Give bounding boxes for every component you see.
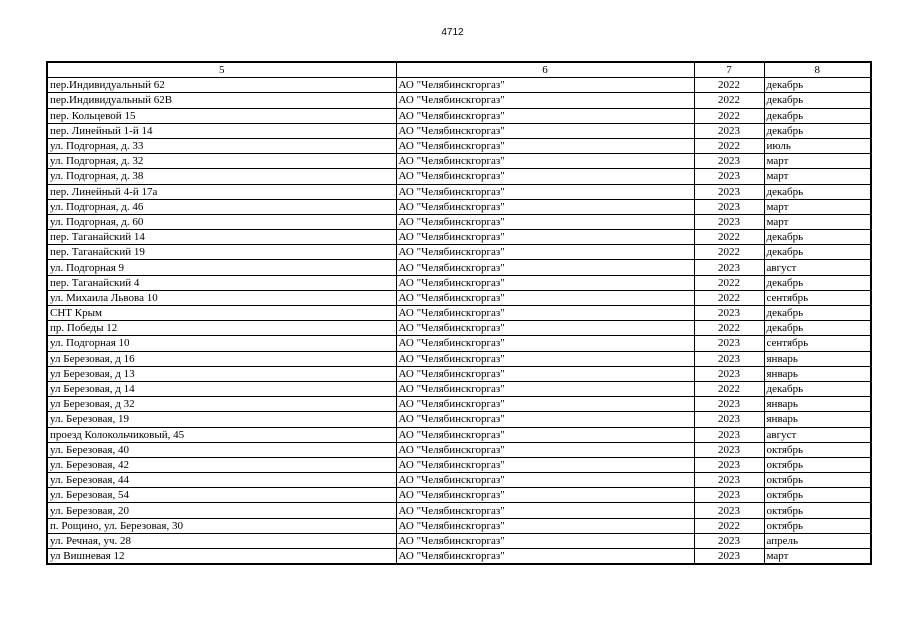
data-table <box>46 61 872 565</box>
year-cell: 2022 <box>694 381 764 396</box>
organization-cell: АО "Челябинскгоргаз" <box>396 412 694 427</box>
address-cell: ул Березовая, д 16 <box>47 351 396 366</box>
year-cell: 2023 <box>694 214 764 229</box>
organization-cell: АО "Челябинскгоргаз" <box>396 290 694 305</box>
month-cell: октябрь <box>764 442 871 457</box>
year-cell: 2023 <box>694 397 764 412</box>
year-cell: 2023 <box>694 260 764 275</box>
table-row <box>47 290 871 305</box>
address-cell: ул. Березовая, 44 <box>47 473 396 488</box>
address-cell: ул. Подгорная, д. 60 <box>47 214 396 229</box>
month-cell: март <box>764 214 871 229</box>
month-cell: декабрь <box>764 321 871 336</box>
organization-cell: АО "Челябинскгоргаз" <box>396 245 694 260</box>
address-cell: ул. Подгорная 10 <box>47 336 396 351</box>
address-cell: ул. Березовая, 19 <box>47 412 396 427</box>
organization-cell: АО "Челябинскгоргаз" <box>396 503 694 518</box>
table-row <box>47 214 871 229</box>
year-cell: 2022 <box>694 518 764 533</box>
organization-cell: АО "Челябинскгоргаз" <box>396 138 694 153</box>
year-cell: 2022 <box>694 290 764 305</box>
year-cell: 2022 <box>694 275 764 290</box>
year-cell: 2023 <box>694 169 764 184</box>
month-cell: январь <box>764 397 871 412</box>
table-header-row <box>47 62 871 78</box>
table-row <box>47 275 871 290</box>
table-row <box>47 518 871 533</box>
year-cell: 2023 <box>694 154 764 169</box>
organization-cell: АО "Челябинскгоргаз" <box>396 306 694 321</box>
year-cell: 2023 <box>694 549 764 565</box>
table-row <box>47 503 871 518</box>
page-number: 4712 <box>441 27 464 38</box>
address-cell: ул Березовая, д 14 <box>47 381 396 396</box>
month-cell: январь <box>764 412 871 427</box>
year-cell: 2022 <box>694 245 764 260</box>
table-row <box>47 108 871 123</box>
organization-cell: АО "Челябинскгоргаз" <box>396 488 694 503</box>
month-cell: октябрь <box>764 457 871 472</box>
month-cell: декабрь <box>764 306 871 321</box>
organization-cell: АО "Челябинскгоргаз" <box>396 533 694 548</box>
organization-cell: АО "Челябинскгоргаз" <box>396 427 694 442</box>
organization-cell: АО "Челябинскгоргаз" <box>396 518 694 533</box>
organization-cell: АО "Челябинскгоргаз" <box>396 78 694 93</box>
address-cell: ул Вишневая 12 <box>47 549 396 565</box>
year-cell: 2023 <box>694 427 764 442</box>
table-row <box>47 93 871 108</box>
address-cell: пер.Индивидуальный 62В <box>47 93 396 108</box>
month-cell: октябрь <box>764 488 871 503</box>
month-cell: апрель <box>764 533 871 548</box>
address-cell: пер. Линейный 1-й 14 <box>47 123 396 138</box>
table-row <box>47 473 871 488</box>
organization-cell: АО "Челябинскгоргаз" <box>396 336 694 351</box>
year-cell: 2023 <box>694 533 764 548</box>
organization-cell: АО "Челябинскгоргаз" <box>396 549 694 565</box>
organization-cell: АО "Челябинскгоргаз" <box>396 169 694 184</box>
address-cell: ул Березовая, д 32 <box>47 397 396 412</box>
year-cell: 2023 <box>694 366 764 381</box>
month-cell: июль <box>764 138 871 153</box>
year-cell: 2022 <box>694 78 764 93</box>
year-cell: 2022 <box>694 321 764 336</box>
month-cell: сентябрь <box>764 290 871 305</box>
year-cell: 2023 <box>694 123 764 138</box>
address-cell: ул. Березовая, 20 <box>47 503 396 518</box>
address-cell: СНТ Крым <box>47 306 396 321</box>
organization-cell: АО "Челябинскгоргаз" <box>396 457 694 472</box>
address-cell: ул Березовая, д 13 <box>47 366 396 381</box>
address-cell: пер. Таганайский 14 <box>47 230 396 245</box>
table-row <box>47 78 871 93</box>
organization-cell: АО "Челябинскгоргаз" <box>396 397 694 412</box>
month-cell: декабрь <box>764 230 871 245</box>
year-cell: 2023 <box>694 184 764 199</box>
column-header-6: 6 <box>396 62 694 78</box>
table-row <box>47 397 871 412</box>
table-row <box>47 488 871 503</box>
year-cell: 2022 <box>694 108 764 123</box>
month-cell: август <box>764 427 871 442</box>
organization-cell: АО "Челябинскгоргаз" <box>396 351 694 366</box>
address-cell: пер.Индивидуальный 62 <box>47 78 396 93</box>
year-cell: 2023 <box>694 442 764 457</box>
year-cell: 2023 <box>694 336 764 351</box>
address-cell: пер. Таганайский 4 <box>47 275 396 290</box>
address-cell: ул. Березовая, 54 <box>47 488 396 503</box>
organization-cell: АО "Челябинскгоргаз" <box>396 230 694 245</box>
table-row <box>47 336 871 351</box>
address-cell: пер. Кольцевой 15 <box>47 108 396 123</box>
organization-cell: АО "Челябинскгоргаз" <box>396 199 694 214</box>
month-cell: март <box>764 154 871 169</box>
month-cell: январь <box>764 351 871 366</box>
year-cell: 2023 <box>694 457 764 472</box>
table-row <box>47 260 871 275</box>
table-row <box>47 123 871 138</box>
organization-cell: АО "Челябинскгоргаз" <box>396 366 694 381</box>
organization-cell: АО "Челябинскгоргаз" <box>396 184 694 199</box>
organization-cell: АО "Челябинскгоргаз" <box>396 93 694 108</box>
table-row <box>47 306 871 321</box>
organization-cell: АО "Челябинскгоргаз" <box>396 275 694 290</box>
organization-cell: АО "Челябинскгоргаз" <box>396 442 694 457</box>
year-cell: 2022 <box>694 230 764 245</box>
year-cell: 2023 <box>694 488 764 503</box>
year-cell: 2023 <box>694 306 764 321</box>
month-cell: октябрь <box>764 518 871 533</box>
month-cell: декабрь <box>764 275 871 290</box>
address-cell: пер. Линейный 4-й 17а <box>47 184 396 199</box>
table-row <box>47 154 871 169</box>
address-cell: ул. Березовая, 42 <box>47 457 396 472</box>
table-row <box>47 457 871 472</box>
organization-cell: АО "Челябинскгоргаз" <box>396 381 694 396</box>
table-row <box>47 245 871 260</box>
address-cell: ул. Подгорная, д. 33 <box>47 138 396 153</box>
year-cell: 2023 <box>694 412 764 427</box>
column-header-8: 8 <box>764 62 871 78</box>
month-cell: март <box>764 549 871 565</box>
address-cell: проезд Колокольчиковый, 45 <box>47 427 396 442</box>
year-cell: 2023 <box>694 473 764 488</box>
organization-cell: АО "Челябинскгоргаз" <box>396 260 694 275</box>
year-cell: 2022 <box>694 138 764 153</box>
table-row <box>47 381 871 396</box>
organization-cell: АО "Челябинскгоргаз" <box>396 214 694 229</box>
address-cell: ул. Подгорная 9 <box>47 260 396 275</box>
organization-cell: АО "Челябинскгоргаз" <box>396 321 694 336</box>
column-header-5: 5 <box>47 62 396 78</box>
month-cell: март <box>764 169 871 184</box>
month-cell: январь <box>764 366 871 381</box>
month-cell: август <box>764 260 871 275</box>
table-body <box>47 78 871 565</box>
table-row <box>47 184 871 199</box>
month-cell: декабрь <box>764 93 871 108</box>
address-cell: ул. Подгорная, д. 38 <box>47 169 396 184</box>
month-cell: март <box>764 199 871 214</box>
address-cell: ул. Подгорная, д. 46 <box>47 199 396 214</box>
address-cell: ул. Подгорная, д. 32 <box>47 154 396 169</box>
month-cell: декабрь <box>764 78 871 93</box>
month-cell: сентябрь <box>764 336 871 351</box>
table-row <box>47 351 871 366</box>
month-cell: декабрь <box>764 108 871 123</box>
month-cell: декабрь <box>764 184 871 199</box>
address-cell: ул. Михаила Львова 10 <box>47 290 396 305</box>
table-row <box>47 533 871 548</box>
year-cell: 2023 <box>694 503 764 518</box>
table-row <box>47 427 871 442</box>
month-cell: октябрь <box>764 473 871 488</box>
column-header-7: 7 <box>694 62 764 78</box>
table-row <box>47 442 871 457</box>
table-row <box>47 169 871 184</box>
year-cell: 2023 <box>694 199 764 214</box>
month-cell: октябрь <box>764 503 871 518</box>
table-row <box>47 138 871 153</box>
table-row <box>47 412 871 427</box>
month-cell: декабрь <box>764 381 871 396</box>
table-row <box>47 199 871 214</box>
year-cell: 2023 <box>694 351 764 366</box>
organization-cell: АО "Челябинскгоргаз" <box>396 123 694 138</box>
organization-cell: АО "Челябинскгоргаз" <box>396 154 694 169</box>
address-cell: ул. Березовая, 40 <box>47 442 396 457</box>
address-cell: пер. Таганайский 19 <box>47 245 396 260</box>
organization-cell: АО "Челябинскгоргаз" <box>396 473 694 488</box>
month-cell: декабрь <box>764 123 871 138</box>
address-cell: пр. Победы 12 <box>47 321 396 336</box>
table-row <box>47 230 871 245</box>
table-row <box>47 366 871 381</box>
month-cell: декабрь <box>764 245 871 260</box>
address-cell: п. Рощино, ул. Березовая, 30 <box>47 518 396 533</box>
table-row <box>47 549 871 565</box>
organization-cell: АО "Челябинскгоргаз" <box>396 108 694 123</box>
year-cell: 2022 <box>694 93 764 108</box>
address-cell: ул. Речная, уч. 28 <box>47 533 396 548</box>
table-row <box>47 321 871 336</box>
